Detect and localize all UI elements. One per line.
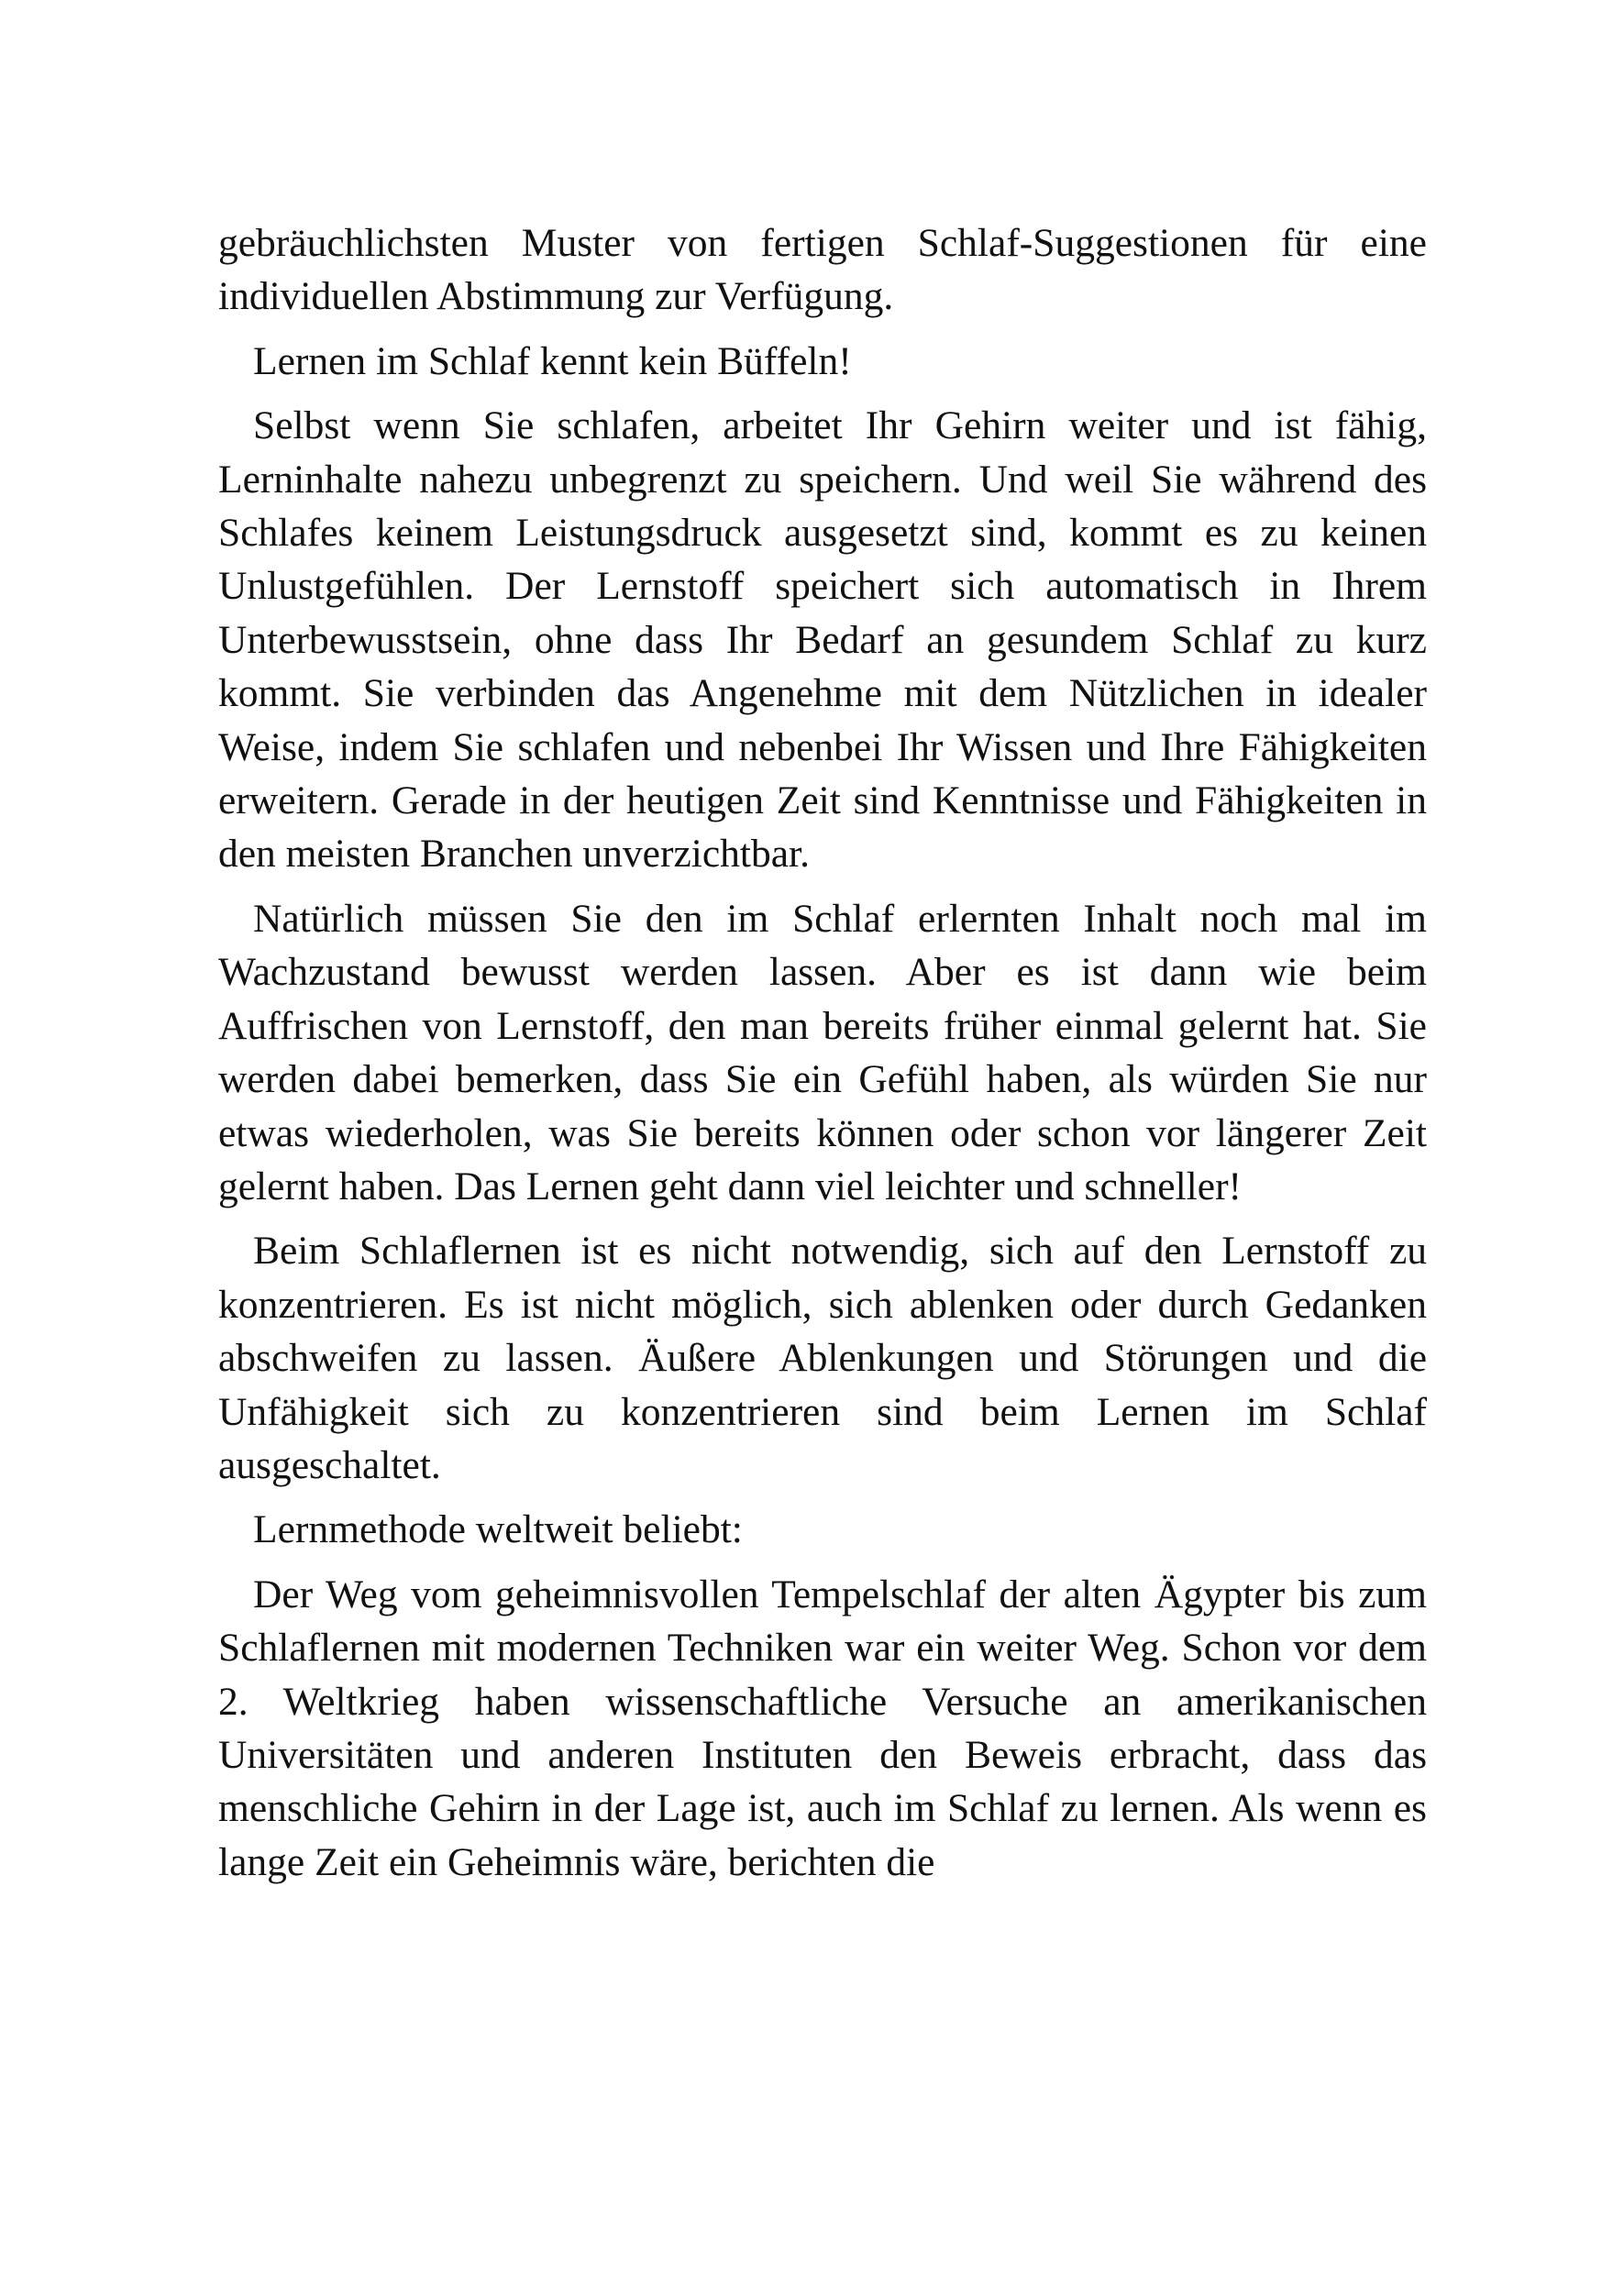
subheading-lernmethode: Lernmethode weltweit beliebt:: [253, 1507, 743, 1552]
body-text: [218, 216, 1427, 1900]
paragraph: Der Weg vom geheimnisvollen Tempelschlaf der alten Ägypter bis zum Schlaflernen mit modernen Techniken war ein weiter Weg. Schon vor dem 2. Weltkrieg haben wissenschaftliche Versuche an amerikanischen Universitäten und anderen Instituten den Beweis erbracht, dass das menschliche Gehirn in der Lage ist, auch im Schlaf zu lernen. Als wenn es lange Zeit ein Geheimnis wäre, berichten die: [218, 1572, 1427, 1884]
paragraph: Natürlich müssen Sie den im Schlaf erlernten Inhalt noch mal im Wachzustand bewusst werden lassen. Aber es ist dann wie beim Auffrischen von Lernstoff, den man bereits früher einmal gelernt hat. Sie werden dabei bemerken, dass Sie ein Gefühl haben, als würden Sie nur etwas wiederholen, was Sie bereits können oder schon vor längerer Zeit gelernt haben. Das Lernen geht dann viel leichter und schneller!: [218, 896, 1427, 1208]
subheading-lernen-im-schlaf: Lernen im Schlaf kennt kein Büffeln!: [253, 338, 852, 383]
paragraph: Beim Schlaflernen ist es nicht notwendig, sich auf den Lernstoff zu konzentrieren. Es ist nicht möglich, sich ablenken oder durch Gedanken abschweifen zu lassen. Äußere Ablenkungen und Störungen und die Unfähigkeit sich zu konzentrieren sind beim Lernen im Schlaf ausgeschaltet.: [218, 1229, 1427, 1487]
paragraph-continuation: gebräuchlichsten Muster von fertigen Schlaf-Suggestionen für eine individuellen Abstimmung zur Verfügung.: [218, 221, 1427, 319]
paragraph: Selbst wenn Sie schlafen, arbeitet Ihr Gehirn weiter und ist fähig, Lerninhalte nahezu unbegrenzt zu speichern. Und weil Sie während des Schlafes keinem Leistungsdruck ausgesetzt sind, kommt es zu keinen Unlustgefühlen. Der Lernstoff speichert sich automatisch in Ihrem Unterbewusstsein, ohne dass Ihr Bedarf an gesundem Schlaf zu kurz kommt. Sie verbinden das Angenehme mit dem Nützlichen in idealer Weise, indem Sie schlafen und nebenbei Ihr Wissen und Ihre Fähigkeiten erweitern. Gerade in der heutigen Zeit sind Kenntnisse und Fähigkeiten in den meisten Branchen unverzichtbar.: [218, 403, 1427, 877]
